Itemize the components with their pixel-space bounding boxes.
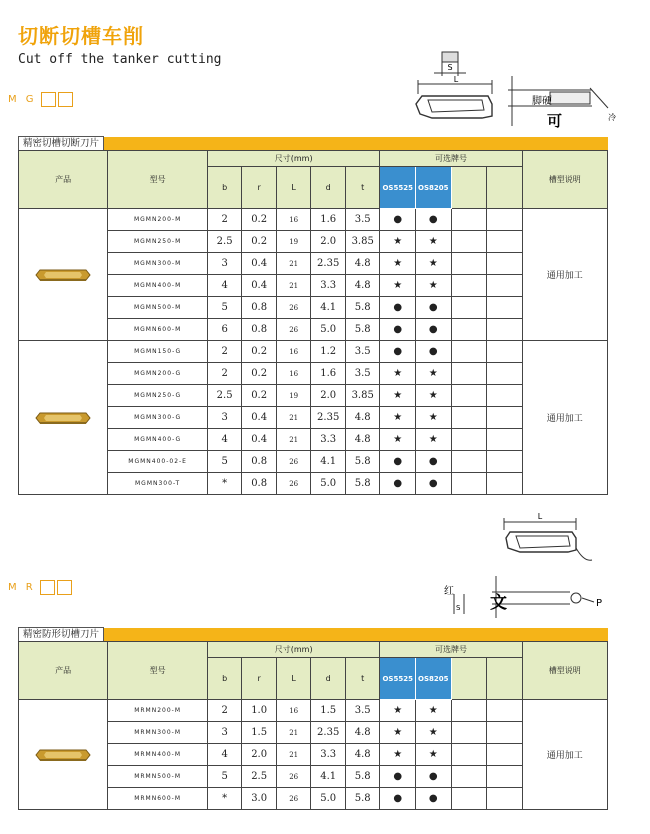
cell-grade-empty (451, 275, 487, 297)
cell-r: 0.2 (242, 385, 277, 407)
cell-b: 2 (207, 363, 242, 385)
cell-t: 5.8 (345, 319, 380, 341)
cell-grade-os5525: ● (380, 766, 416, 788)
col-model: 型号 (108, 151, 208, 209)
cell-l: 26 (276, 788, 311, 810)
cell-grade-empty (451, 722, 487, 744)
cell-grade-empty (451, 209, 487, 231)
cell-model: MRMN200-M (108, 700, 208, 722)
cell-b: 2 (207, 341, 242, 363)
cell-grade-empty (487, 209, 523, 231)
section-band (18, 628, 608, 641)
cell-t: 4.8 (345, 429, 380, 451)
col-grade-os8205: OS8205 (415, 167, 451, 209)
cell-b: 3 (207, 407, 242, 429)
cell-grade-empty (487, 231, 523, 253)
cell-grade-empty (487, 473, 523, 495)
cell-grade-empty (487, 700, 523, 722)
cell-d: 1.2 (311, 341, 346, 363)
cell-grade-os5525: ★ (380, 385, 416, 407)
col-dim-t: t (345, 167, 380, 209)
cell-grade-os8205: ● (415, 209, 451, 231)
cell-grade-os5525: ★ (380, 253, 416, 275)
cell-b: 3 (207, 253, 242, 275)
product-cell (19, 341, 108, 495)
cell-grade-empty (451, 231, 487, 253)
section-box-icon (57, 580, 72, 595)
cell-grade-os8205: ★ (415, 722, 451, 744)
cell-r: 0.2 (242, 363, 277, 385)
table-row (19, 700, 608, 722)
diagram-label-text2: 可 (547, 112, 563, 130)
cell-b: 5 (207, 451, 242, 473)
cell-b: * (207, 473, 242, 495)
mg-insert-diagram (412, 48, 622, 136)
cell-r: 2.0 (242, 744, 277, 766)
cell-d: 5.0 (311, 788, 346, 810)
cell-d: 3.3 (311, 275, 346, 297)
mr-insert-diagram-side (430, 570, 610, 620)
col-grade-os8205: OS8205 (415, 658, 451, 700)
cell-grade-os5525: ★ (380, 722, 416, 744)
cell-model: MGMN250-M (108, 231, 208, 253)
cell-r: 0.2 (242, 341, 277, 363)
cell-r: 1.5 (242, 722, 277, 744)
cell-grade-empty (487, 722, 523, 744)
cell-grade-os5525: ● (380, 788, 416, 810)
cell-r: 2.5 (242, 766, 277, 788)
cell-d: 2.35 (311, 253, 346, 275)
cell-b: 3 (207, 722, 242, 744)
cell-grade-os8205: ● (415, 319, 451, 341)
cell-r: 0.8 (242, 297, 277, 319)
col-grade-empty (487, 658, 523, 700)
cell-grade-os5525: ★ (380, 407, 416, 429)
mr-insert-diagram-top (500, 508, 600, 568)
cell-l: 16 (276, 341, 311, 363)
cell-grade-empty (487, 319, 523, 341)
cell-model: MRMN400-M (108, 744, 208, 766)
col-dim-d: d (311, 658, 346, 700)
cell-grade-os8205: ● (415, 788, 451, 810)
cell-b: 5 (207, 766, 242, 788)
cell-grade-os5525: ● (380, 319, 416, 341)
cell-d: 2.0 (311, 385, 346, 407)
cell-l: 19 (276, 231, 311, 253)
cell-b: 2 (207, 209, 242, 231)
cell-grade-os8205: ★ (415, 231, 451, 253)
cell-model: MGMN150-G (108, 341, 208, 363)
cell-model: MGMN200-G (108, 363, 208, 385)
section-band-label: 精密切槽切断刀片 (18, 136, 104, 151)
cell-d: 3.3 (311, 744, 346, 766)
cell-grade-empty (451, 766, 487, 788)
col-grade-os5525: OS5525 (380, 167, 416, 209)
cell-b: * (207, 788, 242, 810)
cell-grade-os8205: ★ (415, 429, 451, 451)
cell-grade-empty (451, 341, 487, 363)
cell-grade-empty (487, 385, 523, 407)
cell-grade-empty (451, 297, 487, 319)
cell-t: 4.8 (345, 744, 380, 766)
cell-grade-empty (487, 341, 523, 363)
cell-grade-os5525: ★ (380, 363, 416, 385)
cell-grade-empty (487, 788, 523, 810)
cell-grade-empty (451, 319, 487, 341)
col-dim-l: L (276, 167, 311, 209)
cell-grade-empty (487, 451, 523, 473)
insert-product-icon (34, 410, 92, 426)
section-band-label: 精密防形切槽刀片 (18, 627, 104, 642)
cell-b: 2.5 (207, 231, 242, 253)
cell-d: 4.1 (311, 451, 346, 473)
diagram-label-l: L (453, 75, 459, 84)
cell-model: MRMN500-M (108, 766, 208, 788)
cell-grade-os8205: ★ (415, 253, 451, 275)
col-grade-os5525: OS5525 (380, 658, 416, 700)
cell-grade-os8205: ★ (415, 275, 451, 297)
table-row (19, 209, 608, 231)
cell-d: 2.35 (311, 407, 346, 429)
section-box-icon (40, 580, 55, 595)
col-dim-b: b (207, 658, 242, 700)
cell-grade-os5525: ★ (380, 275, 416, 297)
cell-grade-os5525: ★ (380, 744, 416, 766)
cell-l: 26 (276, 319, 311, 341)
cell-grade-os8205: ● (415, 766, 451, 788)
cell-t: 5.8 (345, 766, 380, 788)
cell-b: 5 (207, 297, 242, 319)
cell-model: MGMN300-T (108, 473, 208, 495)
cell-grade-empty (487, 253, 523, 275)
col-grade-empty (451, 167, 487, 209)
cell-grade-os5525: ★ (380, 700, 416, 722)
cell-grade-os8205: ★ (415, 744, 451, 766)
col-dim-b: b (207, 167, 242, 209)
table-row (19, 341, 608, 363)
diagram-label-s: S (456, 604, 461, 612)
cell-d: 5.0 (311, 319, 346, 341)
col-dim-r: r (242, 658, 277, 700)
cell-l: 16 (276, 209, 311, 231)
cell-grade-os5525: ● (380, 209, 416, 231)
cell-grade-empty (451, 451, 487, 473)
cell-l: 21 (276, 275, 311, 297)
cell-l: 16 (276, 700, 311, 722)
cell-grade-empty (487, 407, 523, 429)
cell-l: 26 (276, 473, 311, 495)
cell-t: 4.8 (345, 722, 380, 744)
cell-l: 26 (276, 766, 311, 788)
cell-l: 19 (276, 385, 311, 407)
cell-model: MGMN300-G (108, 407, 208, 429)
mg-spec-table (18, 150, 608, 495)
cell-d: 3.3 (311, 429, 346, 451)
cell-t: 3.5 (345, 700, 380, 722)
cell-grade-os8205: ● (415, 473, 451, 495)
cell-r: 0.8 (242, 451, 277, 473)
cell-l: 21 (276, 407, 311, 429)
cell-grade-os5525: ★ (380, 231, 416, 253)
cell-grade-empty (451, 473, 487, 495)
cell-b: 6 (207, 319, 242, 341)
col-grades-group: 可选牌号 (380, 642, 522, 658)
cell-grade-os5525: ● (380, 341, 416, 363)
cell-grade-os8205: ★ (415, 363, 451, 385)
diagram-label-text1: 红 (444, 586, 454, 597)
cell-model: MGMN500-M (108, 297, 208, 319)
cell-grade-os5525: ★ (380, 429, 416, 451)
cell-l: 16 (276, 363, 311, 385)
col-desc: 槽型说明 (522, 151, 607, 209)
cell-d: 4.1 (311, 766, 346, 788)
cell-grade-os8205: ★ (415, 407, 451, 429)
cell-grade-empty (451, 700, 487, 722)
cell-b: 4 (207, 744, 242, 766)
cell-grade-os8205: ★ (415, 700, 451, 722)
cell-model: MGMN200-M (108, 209, 208, 231)
cell-r: 0.4 (242, 429, 277, 451)
diagram-label-text3: 冷 (608, 113, 616, 122)
cell-grade-empty (451, 363, 487, 385)
cell-t: 5.8 (345, 297, 380, 319)
cell-model: MGMN600-M (108, 319, 208, 341)
cell-d: 4.1 (311, 297, 346, 319)
cell-grade-empty (451, 429, 487, 451)
col-model: 型号 (108, 642, 208, 700)
cell-grade-os8205: ★ (415, 385, 451, 407)
col-desc: 槽型说明 (522, 642, 607, 700)
col-dim-l: L (276, 658, 311, 700)
cell-grade-empty (451, 407, 487, 429)
mr-spec-table (18, 641, 608, 810)
diagram-label-text1: 脚硬 (532, 96, 552, 107)
cell-grade-os5525: ● (380, 451, 416, 473)
cell-t: 3.85 (345, 231, 380, 253)
cell-t: 5.8 (345, 451, 380, 473)
cell-l: 21 (276, 253, 311, 275)
insert-product-icon (34, 267, 92, 283)
cell-t: 3.5 (345, 209, 380, 231)
cell-r: 1.0 (242, 700, 277, 722)
product-cell (19, 209, 108, 341)
section-code: M R (8, 582, 36, 593)
cell-l: 26 (276, 297, 311, 319)
cell-grade-empty (451, 788, 487, 810)
col-grade-empty (451, 658, 487, 700)
cell-d: 1.6 (311, 209, 346, 231)
cell-t: 3.85 (345, 385, 380, 407)
diagram-label-l: L (537, 512, 543, 521)
cell-d: 1.5 (311, 700, 346, 722)
cell-t: 4.8 (345, 275, 380, 297)
cell-r: 0.4 (242, 275, 277, 297)
col-product: 产品 (19, 151, 108, 209)
section-mr-label (8, 580, 72, 595)
cell-grade-empty (487, 275, 523, 297)
cell-b: 4 (207, 275, 242, 297)
cell-r: 0.8 (242, 473, 277, 495)
cell-grade-empty (487, 429, 523, 451)
cell-grade-os5525: ● (380, 297, 416, 319)
col-grades-group: 可选牌号 (380, 151, 522, 167)
cell-r: 0.2 (242, 209, 277, 231)
cell-l: 21 (276, 429, 311, 451)
section-box-icon (41, 92, 56, 107)
cell-grade-empty (487, 766, 523, 788)
section-box-icon (58, 92, 73, 107)
cell-d: 1.6 (311, 363, 346, 385)
cell-model: MGMN300-M (108, 253, 208, 275)
cell-grade-os8205: ● (415, 297, 451, 319)
cell-desc: 通用加工 (522, 341, 607, 495)
cell-r: 0.4 (242, 407, 277, 429)
cell-b: 2 (207, 700, 242, 722)
col-product: 产品 (19, 642, 108, 700)
page-title: 切断切槽车削 (18, 24, 144, 48)
col-dims-group: 尺寸(mm) (207, 151, 380, 167)
cell-d: 2.0 (311, 231, 346, 253)
col-dims-group: 尺寸(mm) (207, 642, 380, 658)
diagram-label-s: S (447, 63, 453, 72)
cell-grade-empty (451, 385, 487, 407)
cell-b: 2.5 (207, 385, 242, 407)
cell-grade-os8205: ● (415, 341, 451, 363)
product-cell (19, 700, 108, 810)
cell-t: 5.8 (345, 788, 380, 810)
cell-l: 21 (276, 722, 311, 744)
diagram-label-p: P (596, 598, 603, 609)
cell-r: 0.4 (242, 253, 277, 275)
cell-t: 4.8 (345, 407, 380, 429)
cell-t: 3.5 (345, 363, 380, 385)
section-code: M G (8, 94, 37, 105)
cell-d: 2.35 (311, 722, 346, 744)
insert-product-icon (34, 747, 92, 763)
cell-t: 4.8 (345, 253, 380, 275)
col-dim-d: d (311, 167, 346, 209)
cell-r: 3.0 (242, 788, 277, 810)
cell-desc: 通用加工 (522, 700, 607, 810)
col-dim-r: r (242, 167, 277, 209)
cell-model: MGMN400-G (108, 429, 208, 451)
section-band (18, 137, 608, 150)
cell-model: MRMN300-M (108, 722, 208, 744)
cell-grade-empty (487, 744, 523, 766)
cell-model: MGMN400-M (108, 275, 208, 297)
cell-grade-os5525: ● (380, 473, 416, 495)
col-grade-empty (487, 167, 523, 209)
cell-model: MRMN600-M (108, 788, 208, 810)
cell-grade-empty (451, 744, 487, 766)
cell-model: MGMN400-02-E (108, 451, 208, 473)
cell-r: 0.8 (242, 319, 277, 341)
diagram-label-text2: 文 (490, 593, 507, 613)
cell-l: 26 (276, 451, 311, 473)
col-dim-t: t (345, 658, 380, 700)
cell-grade-empty (487, 363, 523, 385)
cell-grade-os8205: ● (415, 451, 451, 473)
cell-model: MGMN250-G (108, 385, 208, 407)
cell-desc: 通用加工 (522, 209, 607, 341)
cell-t: 3.5 (345, 341, 380, 363)
section-mg-label (8, 92, 73, 107)
cell-grade-empty (451, 253, 487, 275)
cell-b: 4 (207, 429, 242, 451)
cell-d: 5.0 (311, 473, 346, 495)
cell-r: 0.2 (242, 231, 277, 253)
cell-t: 5.8 (345, 473, 380, 495)
cell-grade-empty (487, 297, 523, 319)
cell-l: 21 (276, 744, 311, 766)
page-subtitle: Cut off the tanker cutting (18, 52, 222, 67)
